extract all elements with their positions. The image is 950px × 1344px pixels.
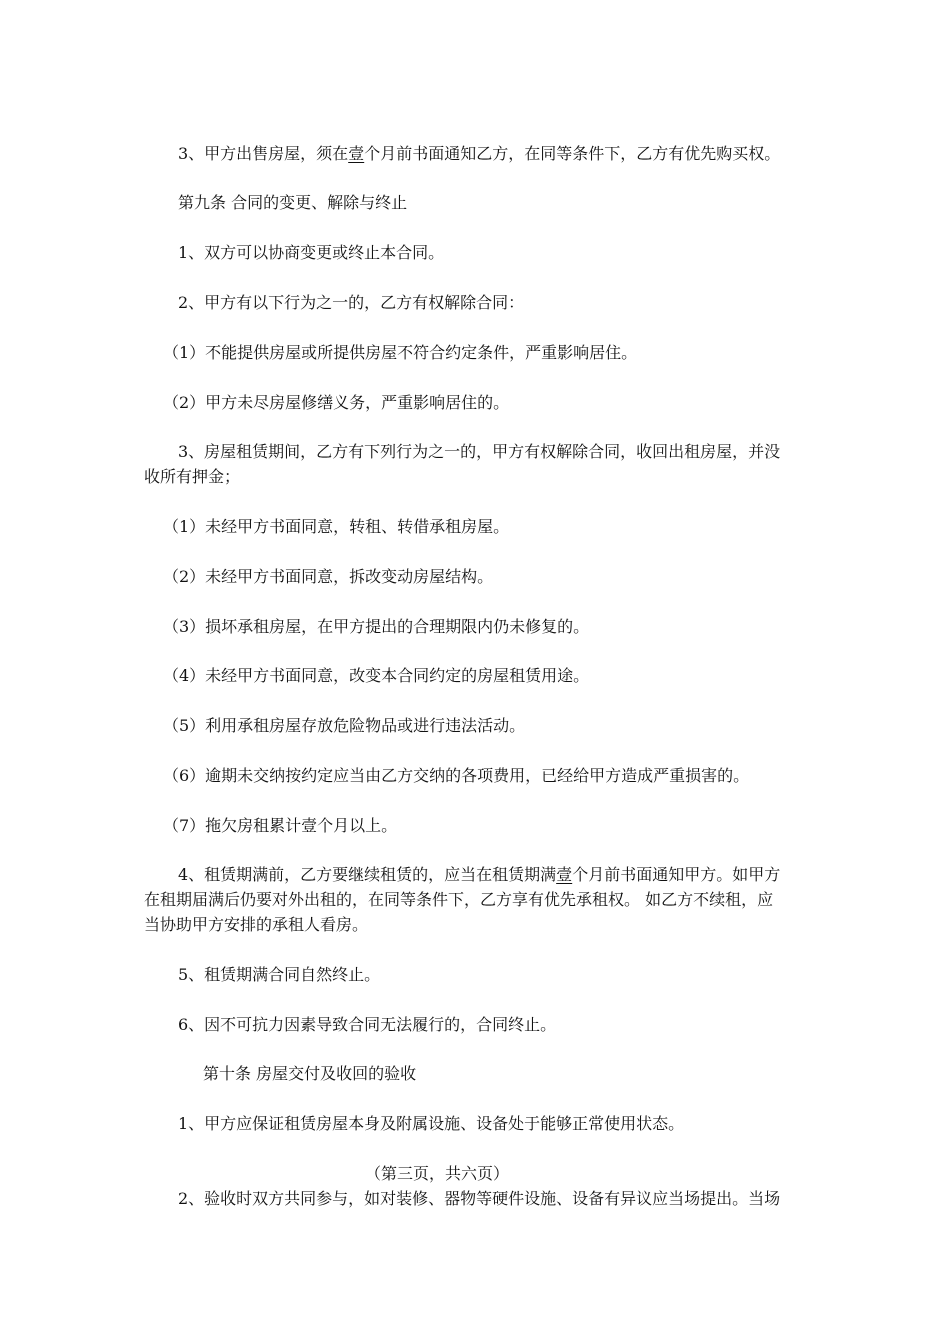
article-9-clause-3-item-4: （4）未经甲方书面同意，改变本合同约定的房屋租赁用途。 bbox=[163, 666, 590, 685]
article-9-clause-3-line-2: 收所有押金； bbox=[144, 467, 241, 486]
underlined-term: 壹 bbox=[556, 865, 573, 884]
article-9-clause-2-item-2: （2）甲方未尽房屋修缮义务，严重影响居住的。 bbox=[163, 393, 510, 412]
article-9-clause-5: 5、租赁期满合同自然终止。 bbox=[178, 965, 381, 984]
text: 3、甲方出售房屋，须在 bbox=[178, 144, 349, 163]
article-9-clause-2-item-1: （1）不能提供房屋或所提供房屋不符合约定条件，严重影响居住。 bbox=[163, 343, 638, 362]
text: 个月前书面通知乙方，在同等条件下，乙方有优先购买权。 bbox=[364, 144, 781, 163]
article-9-clause-3-line-1: 3、房屋租赁期间，乙方有下列行为之一的，甲方有权解除合同，收回出租房屋，并没 bbox=[178, 442, 781, 461]
article-9-clause-3-item-1: （1）未经甲方书面同意，转租、转借承租房屋。 bbox=[163, 517, 510, 536]
text: 4、租赁期满前，乙方要继续租赁的，应当在租赁期满 bbox=[178, 865, 557, 884]
article-9-clause-3-item-6: （6）逾期未交纳按约定应当由乙方交纳的各项费用，已经给甲方造成严重损害的。 bbox=[163, 766, 750, 785]
underlined-term: 壹 bbox=[348, 144, 365, 163]
article-10-heading: 第十条 房屋交付及收回的验收 bbox=[203, 1064, 417, 1083]
article-9-clause-3-item-3: （3）损坏承租房屋，在甲方提出的合理期限内仍未修复的。 bbox=[163, 617, 590, 636]
article-9-clause-6: 6、因不可抗力因素导致合同无法履行的，合同终止。 bbox=[178, 1015, 557, 1034]
article-9-clause-3-item-7: （7）拖欠房租累计壹个月以上。 bbox=[163, 816, 398, 835]
article-10-clause-1: 1、甲方应保证租赁房屋本身及附属设施、设备处于能够正常使用状态。 bbox=[178, 1114, 685, 1133]
article-9-clause-1: 1、双方可以协商变更或终止本合同。 bbox=[178, 243, 445, 262]
article-9-clause-4-line-3: 当协助甲方安排的承租人看房。 bbox=[144, 915, 369, 934]
article-9-clause-4-line-1 bbox=[178, 863, 780, 887]
article-9-clause-3-item-2: （2）未经甲方书面同意，拆改变动房屋结构。 bbox=[163, 567, 494, 586]
clause-3-sale-notice bbox=[178, 142, 780, 166]
article-9-clause-4-line-2: 在租期届满后仍要对外出租的，在同等条件下，乙方享有优先承租权。 如乙方不续租，应 bbox=[144, 890, 774, 909]
article-9-clause-3-item-5: （5）利用承租房屋存放危险物品或进行违法活动。 bbox=[163, 716, 526, 735]
article-9-clause-2: 2、甲方有以下行为之一的，乙方有权解除合同： bbox=[178, 293, 525, 312]
article-9-heading: 第九条 合同的变更、解除与终止 bbox=[178, 193, 408, 212]
article-10-clause-2: 2、验收时双方共同参与，如对装修、器物等硬件设施、设备有异议应当场提出。当场 bbox=[178, 1189, 781, 1208]
text: 个月前书面通知甲方。如甲方 bbox=[572, 865, 781, 884]
page-footer: （第三页，共六页） bbox=[365, 1164, 510, 1183]
